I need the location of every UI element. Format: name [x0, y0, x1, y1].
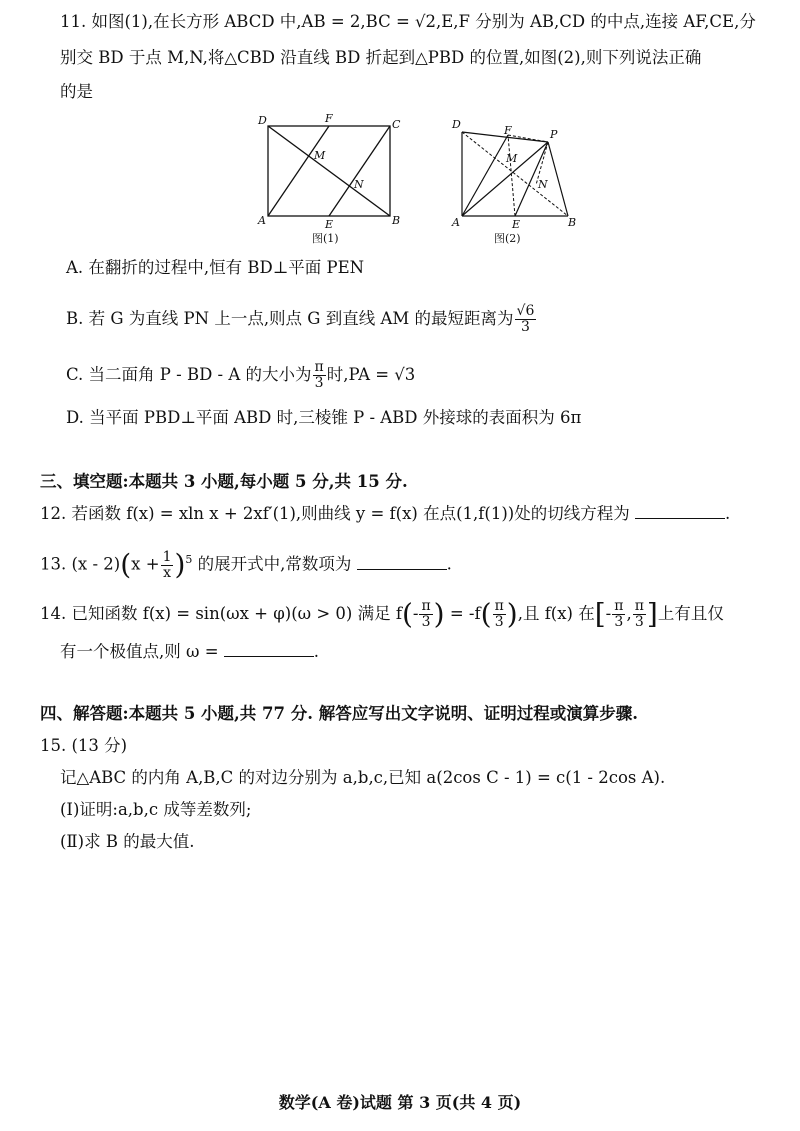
q14-fraction-1: $\frac{\pi}{3}$: [421, 598, 431, 630]
q13-text: 的展开式中,常数项为: [197, 554, 352, 574]
q13-period: .: [446, 554, 452, 574]
fraction-numerator: π: [314, 359, 324, 375]
q14-line2-text: 有一个极值点,则 ω =: [60, 642, 219, 661]
q14-post1: ,且 f(x) 在: [517, 604, 595, 623]
q11-line1: 11. 如图(1),在长方形 ABCD 中,AB = 2,BC = √2,E,F 分别为 AB,CD 的中点,连接 AF,CE,分: [60, 12, 756, 31]
fig1-label-m: M: [314, 149, 326, 162]
q14-post2: 上有且仅: [657, 604, 724, 623]
q14-arg-sign: -: [412, 604, 419, 623]
q11-option-c: [66, 358, 776, 392]
fig2-label-m: M: [506, 152, 518, 165]
q14-prefix: 14. 已知函数 f(x) = sin(ωx + φ)(ω > 0) 满足 f: [40, 604, 402, 623]
q12-text: 12. 若函数 f(x) = xln x + 2xf′(1),则曲线 y = f(x) 在点(1,f(1))处的切线方程为: [40, 504, 630, 523]
q11-option-a: A. 在翻折的过程中,恒有 BD⊥平面 PEN: [66, 258, 365, 277]
q14-fraction-3: $\frac{\pi}{3}$: [614, 598, 624, 630]
q11-option-c-fraction: [313, 360, 326, 391]
fig2-label-e: E: [512, 218, 521, 231]
fig1-label-n: N: [354, 178, 364, 191]
q11-option-b: [66, 302, 776, 336]
fraction-denominator: 3: [314, 375, 324, 391]
section-3-title: 三、填空题:本题共 3 小题,每小题 5 分,共 15 分.: [40, 472, 408, 491]
q14-line2: [60, 640, 776, 664]
q13: 13. (x - 2)(x + $\frac{1}{x}$ )$^5$ 的展开式中,常数项为 .: [40, 548, 452, 581]
q15-head: 15. (13 分): [40, 736, 128, 755]
q11-option-b-text: B. 若 G 为直线 PN 上一点,则点 G 到直线 AM 的最短距离为: [66, 309, 514, 328]
q11-option-d: D. 当平面 PBD⊥平面 ABD 时,三棱锥 P - ABD 外接球的表面积为 6π: [66, 408, 582, 427]
fig1-label-a: A: [258, 214, 266, 227]
q12-answer-blank[interactable]: [635, 504, 725, 519]
fig1-caption: 图(1): [312, 232, 339, 245]
fig2-label-b: B: [568, 216, 577, 229]
fig2-label-a: A: [452, 216, 460, 229]
q11-option-c-text: C. 当二面角 P - BD - A 的大小为: [66, 365, 312, 384]
q12: [40, 502, 776, 526]
q13-power: 5: [185, 553, 193, 566]
fig1-label-b: B: [392, 214, 401, 227]
q15-part-2: (Ⅱ)求 B 的最大值.: [60, 832, 195, 851]
page-footer: 数学(A 卷)试题 第 3 页(共 4 页): [278, 1093, 522, 1112]
q14-line1: 14. 已知函数 f(x) = sin(ωx + φ)(ω > 0) 满足 f(- $\frac{\pi}{3}$ ) = -f( $\frac{\pi}{3}$ ),且 f(x) 在[- $\frac{\pi}{3}$ , $\frac{\pi}{3}$ ]上有且仅: [40, 597, 724, 631]
q15-stem: 记△ABC 的内角 A,B,C 的对边分别为 a,b,c,已知 a(2cos C - 1) = c(1 - 2cos A).: [60, 768, 666, 787]
q14-fraction-2: $\frac{\pi}{3}$: [494, 598, 504, 630]
q13-answer-blank[interactable]: [357, 555, 447, 570]
q14-mid: = -f: [449, 604, 481, 623]
fraction-numerator: √6: [516, 303, 535, 319]
q15-part-1: (Ⅰ)证明:a,b,c 成等差数列;: [60, 800, 252, 819]
q11-line2: 别交 BD 于点 M,N,将△CBD 沿直线 BD 折起到△PBD 的位置,如图(2),则下列说法正确: [60, 48, 702, 67]
figure-1: [250, 112, 410, 251]
fig2-label-d: D: [452, 118, 461, 131]
q13-inner: x +: [131, 554, 160, 574]
q13-fraction: [161, 550, 174, 581]
fig1-label-c: C: [392, 118, 401, 131]
q14-answer-blank[interactable]: [224, 642, 314, 657]
q11-line3: 的是: [60, 82, 93, 101]
fig2-caption: 图(2): [494, 232, 521, 245]
fig2-label-p: P: [550, 128, 558, 141]
q11-option-c-tail: 时,PA = √3: [326, 365, 416, 384]
fig1-label-d: D: [258, 114, 267, 127]
fig2-label-f: F: [504, 124, 512, 137]
section-4-title: 四、解答题:本题共 5 小题,共 77 分. 解答应写出文字说明、证明过程或演算步骤.: [40, 704, 638, 723]
q11-option-b-fraction: [515, 304, 537, 335]
fig1-label-f: F: [325, 112, 333, 125]
figure-2: [448, 112, 588, 251]
q12-period: .: [724, 504, 731, 523]
q14-fraction-4: $\frac{\pi}{3}$: [634, 598, 644, 630]
fraction-denominator: 3: [520, 319, 530, 335]
q14-period: .: [313, 642, 320, 661]
q13-prefix: 13. (x - 2): [40, 554, 121, 574]
fraction-denominator: x: [163, 564, 171, 581]
fig1-label-e: E: [325, 218, 334, 231]
fig2-label-n: N: [538, 178, 548, 191]
fraction-numerator: 1: [162, 548, 172, 565]
